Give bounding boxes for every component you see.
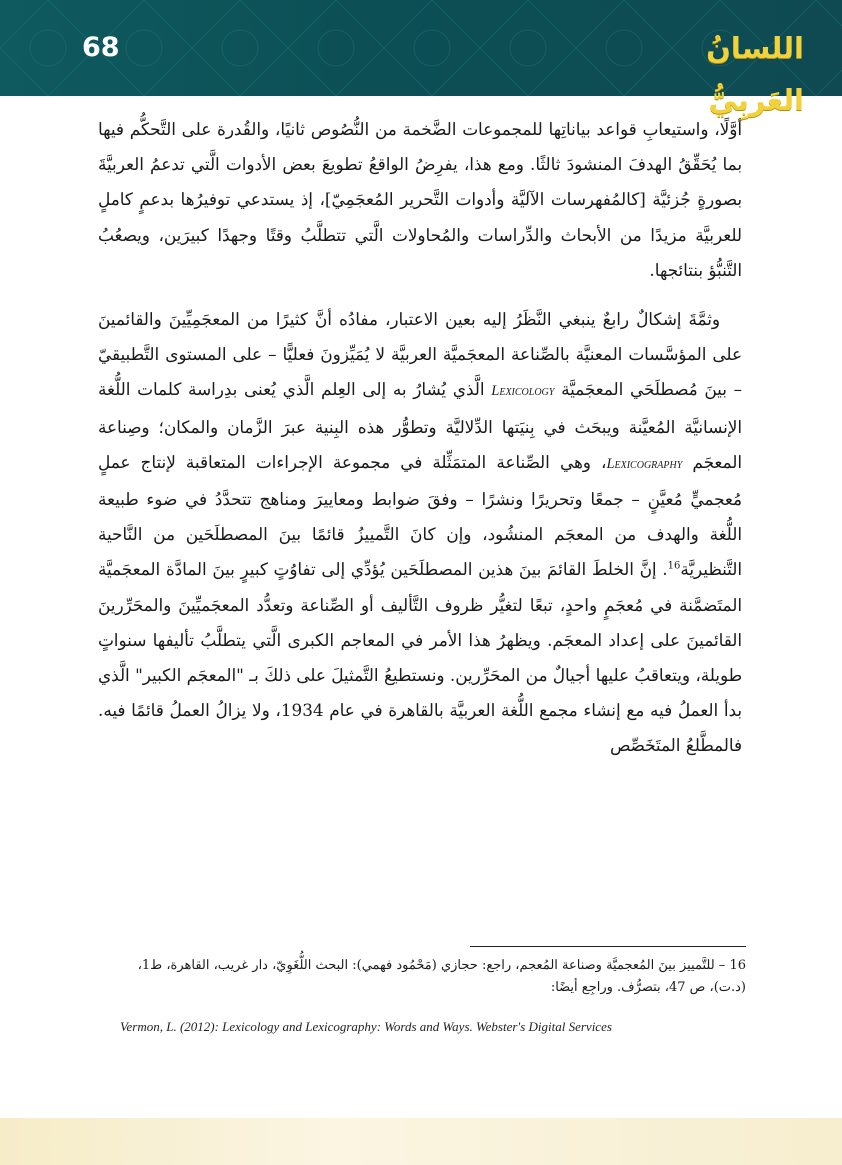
paragraph-2-part-1: وثمَّةَ إشكالٌ رابعٌ ينبغي النَّظَرُ إليه بعين الاعتبار، مفادُه أنَّ كثيرًا من المعجَمِيِّينَ والقائمينَ على المؤسَّسات المعنيَّة بالصِّناعة المعجَميَّة العربيَّة لا يُمَيِّزونَ فعليًّا – على المستوى التَّطبيقيّ – بينَ مُصطلَحَي المعجَميَّة: [98, 309, 742, 400]
paragraph-2-part-3: ، وهي الصِّناعة المتمَثِّلة في مجموعة الإجراءات المتعاقبة لإنتاج عملٍ مُعجميٍّ مُعيَّنٍ – جمعًا وتحريرًا ونشرًا – وفقَ ضوابط ومعاييرَ ومناهج تتحدَّدُ في ضوء طبيعة اللُّغة والهدف من المعجَم المنشُود، وإن كانَ التَّمييزُ قائمًا بينَ المصطلَحَين من النَّاحية التَّنظيريَّة: [98, 451, 742, 580]
page-number: 68: [82, 32, 120, 63]
footnote-divider: [470, 946, 746, 947]
paragraph-2-part-2: الَّذي يُشارُ به إلى العِلم الَّذي يُعنى بدِراسة كلمات اللُّغة الإنسانيَّة المُعيَّنة ويبحَث في بِنيَتها الدِّلاليَّة وتطوُّر هذه البِنية عبرَ الزَّمان والمكان؛ وصِناعة المعجَم: [98, 379, 742, 472]
page-header: [0, 0, 842, 117]
footnote-reference: Vermon, L. (2012): Lexicology and Lexicography: Words and Ways. Webster's Digital Services: [120, 1019, 612, 1034]
paragraph-2-part-4: . إنَّ الخلطَ القائمَ بينَ هذين المصطلَحَين يُؤدِّي إلى تفاوُتٍ كبيرٍ بينَ المادَّة المعجَميَّة المتَضمَّنة في مُعجَمٍ واحدٍ، تبعًا لتغيُّر ظروف التَّأليف أو الصِّناعة وتعدُّد المعجَميِّينَ والمحَرِّرينَ القائمينَ على إعداد المعجَم. ويظهرُ هذا الأمر في المعاجم الكبرى الَّتي يتطلَّبُ تأليفها سنواتٍ طويلة، ويتعاقبُ عليها أجيالٌ من المحَرِّرين. ونستطيعُ التَّمثيلَ على ذلكَ بـ "المعجَم الكبير" الَّذي بدأ العملُ فيه مع إنشاء مجمع اللُّغة العربيَّة بالقاهرة في عام 1934، ولا يزالُ العملُ قائمًا فيه. فالمطَّلعُ المتَخَصِّص: [98, 559, 742, 756]
term-lexicography: Lexicography: [606, 455, 683, 472]
footnote-text: 16 – للتَّمييز بينَ المُعجميَّة وصناعة المُعجم، راجع: حجازي (مَحْمُود فهمي): البحث اللُّغَوِيّ، دار غريب، القاهرة، ط1، (د.ت)، ص 47، بتصرُّف. وراجِع أيضًا:: [137, 958, 746, 995]
paragraph-2: [98, 302, 742, 764]
footnote-marker[interactable]: 16: [667, 560, 681, 572]
paragraph-1: أوَّلًا، واستيعابِ قواعد بياناتِها للمجموعات الضَّخمة من النُّصُوص ثانيًا، والقُدرة على التَّحكُّم فيها بما يُحَقِّقُ الهدفَ المنشودَ ثالثًا. ومع هذا، يفرِضُ الواقعُ تطويعَ بعض الأدوات الَّتي تدعمُ العربيَّةَ بصورةٍ جُزئيَّة [كالمُفهرسات الآليَّة وأدوات التَّحرير المُعجَمِيّ]، إذ يستدعي توفيرُها بدعمٍ كاملٍ للعربيَّة مزيدًا من الأبحاث والدِّراسات والمُحاولات الَّتي تتطلَّبُ وقتًا وجهدًا كبيرَين، ويصعُبُ التَّنبُّؤ بنتائجها.: [98, 119, 742, 280]
term-lexicology: Lexicology: [491, 383, 555, 400]
page-footer-band: [0, 1118, 842, 1165]
article-body: [98, 112, 742, 932]
journal-logo: اللسانُ العَربِيُّ: [706, 31, 804, 117]
